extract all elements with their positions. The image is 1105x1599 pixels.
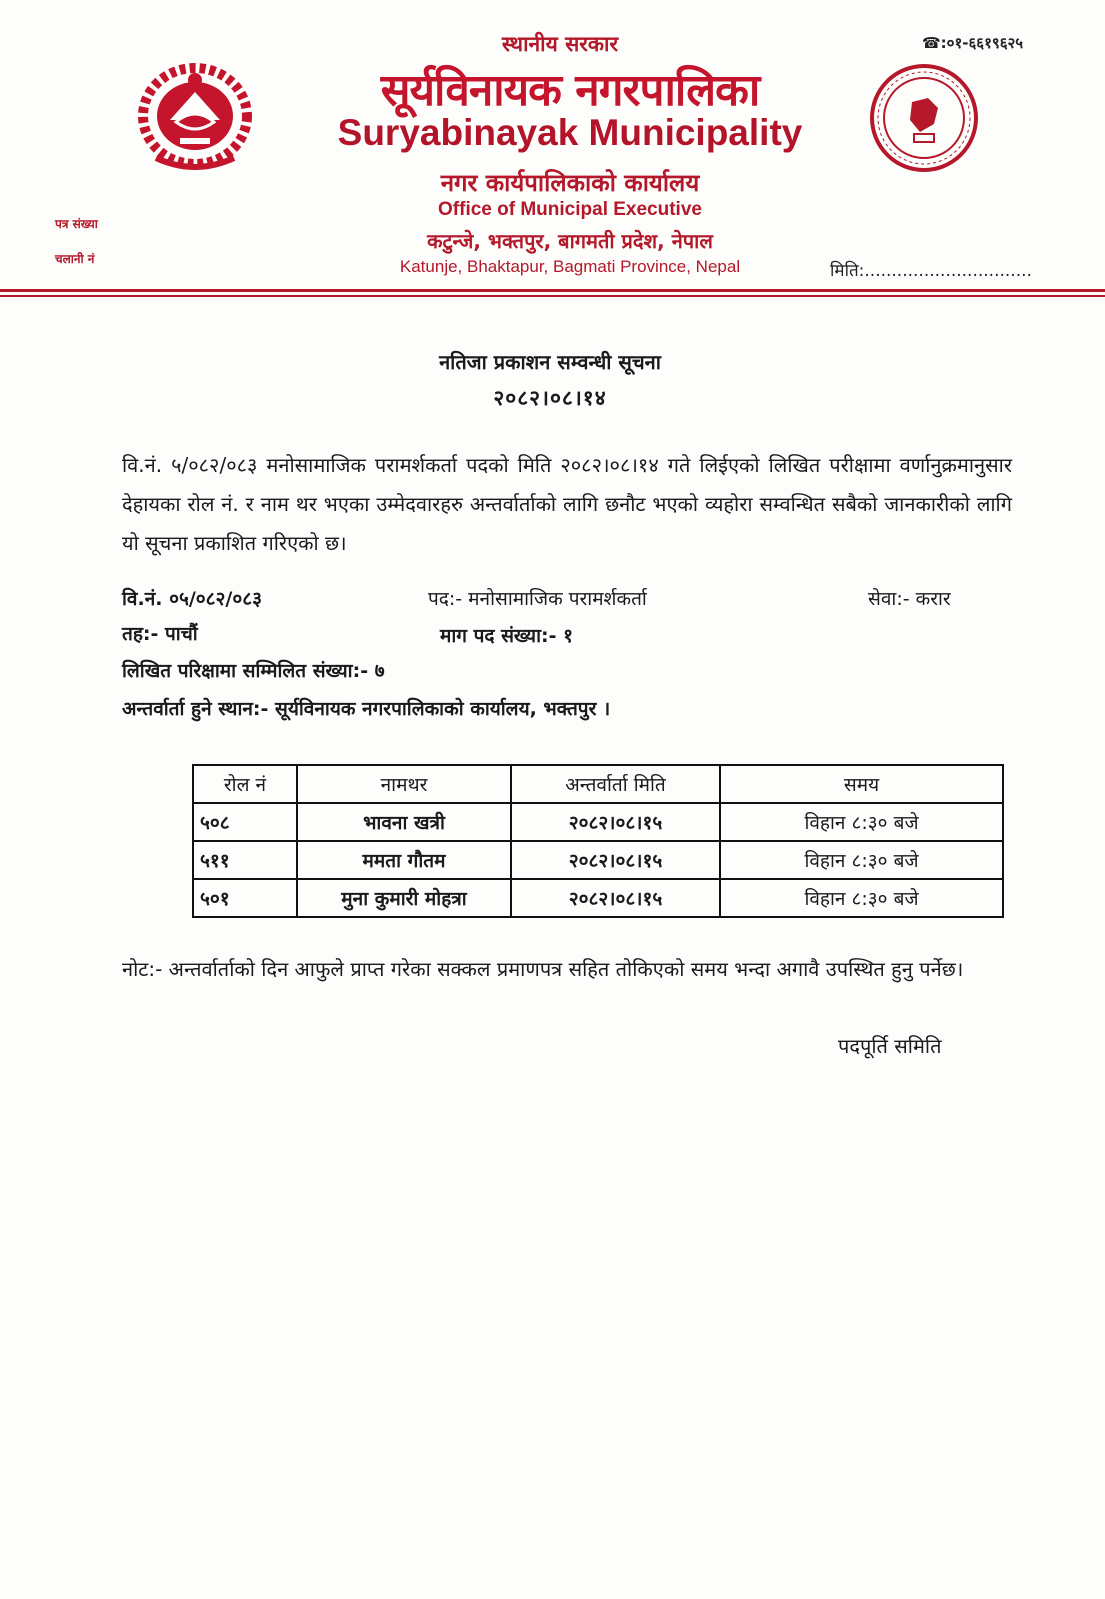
notice-title: नतिजा प्रकाशन सम्वन्धी सूचना xyxy=(439,350,661,374)
interview-time: विहान ८:३० बजे xyxy=(720,841,1003,879)
header-name: नामथर xyxy=(297,765,511,803)
interview-date: २०८२।०८।१५ xyxy=(511,841,720,879)
interview-date: २०८२।०८।१५ xyxy=(511,803,720,841)
address-english: Katunje, Bhaktapur, Bagmati Province, Nepal xyxy=(399,257,741,276)
roll-number: ५११ xyxy=(193,841,297,879)
header-time: समय xyxy=(720,765,1003,803)
dispatch-number-label: चलानी नं xyxy=(55,252,95,266)
header-divider xyxy=(0,289,1105,292)
service-type: सेवा:- करार xyxy=(868,588,951,610)
table-row xyxy=(193,879,1003,917)
roll-number: ५०८ xyxy=(193,803,297,841)
local-government-label: स्थानीय सरकार xyxy=(501,32,619,56)
phone-number: ☎:०१-६६१९६२५ xyxy=(922,34,1024,52)
roll-number: ५०१ xyxy=(193,879,297,917)
notice-paragraph: वि.नं. ५/०८२/०८३ मनोसामाजिक परामर्शकर्ता पदको मिति २०८२।०८।१४ गते लिईएको लिखित परीक्षामा वर्णानुक्रमानुसार देहायका रोल नं. र नाम थर भएका उम्मेदवारहरु अन्तर्वार्ताको लागि छनौट भएको व्यहोरा सम्वन्धित सबैको जानकारीको लागि यो सूचना प्रकाशित गरिएको छ। xyxy=(122,453,1012,555)
candidate-name: मुना कुमारी मोहत्रा xyxy=(297,879,511,917)
header-interview-date: अन्तर्वार्ता मिति xyxy=(511,765,720,803)
interview-time: विहान ८:३० बजे xyxy=(720,803,1003,841)
results-table xyxy=(192,764,1004,918)
note-text: नोट:- अन्तर्वार्ताको दिन आफुले प्राप्त गरेका सक्कल प्रमाणपत्र सहित तोकिएको समय भन्दा अगावै उपस्थित हुनु पर्नेछ। xyxy=(122,957,964,981)
municipality-seal-icon xyxy=(868,62,980,174)
letter-number-label: पत्र संख्या xyxy=(55,217,98,231)
municipality-emblem-icon xyxy=(136,58,254,170)
table-row xyxy=(193,841,1003,879)
participants-count: लिखित परिक्षामा सम्मिलित संख्या:- ७ xyxy=(122,660,385,682)
candidate-name: ममता गौतम xyxy=(297,841,511,879)
table-header-row xyxy=(193,765,1003,803)
interview-time: विहान ८:३० बजे xyxy=(720,879,1003,917)
date-field-label: मिति:............................... xyxy=(830,261,1032,281)
interview-venue: अन्तर्वार्ता हुने स्थान:- सूर्यविनायक नगरपालिकाको कार्यालय, भक्तपुर । xyxy=(122,698,611,720)
advertisement-number: वि.नं. ०५/०८२/०८३ xyxy=(122,588,262,610)
address-nepali: कटुन्जे, भक्तपुर, बागमती प्रदेश, नेपाल xyxy=(427,229,713,253)
municipality-name-english: Suryabinayak Municipality xyxy=(337,112,803,153)
office-name-nepali: नगर कार्यपालिकाको कार्यालय xyxy=(440,169,700,197)
notice-date: २०८२।०८।१४ xyxy=(493,386,607,410)
level: तह:- पाचौं xyxy=(122,623,198,645)
post-name: पद:- मनोसामाजिक परामर्शकर्ता xyxy=(428,588,647,610)
interview-date: २०८२।०८।१५ xyxy=(511,879,720,917)
committee-signature: पदपूर्ति समिति xyxy=(838,1034,942,1058)
header-divider-secondary xyxy=(0,295,1105,297)
header-roll-number: रोल नं xyxy=(193,765,297,803)
municipality-name-nepali: सूर्यविनायक नगरपालिका xyxy=(380,65,760,116)
table-row xyxy=(193,803,1003,841)
candidate-name: भावना खत्री xyxy=(297,803,511,841)
office-name-english: Office of Municipal Executive xyxy=(438,199,702,220)
demand-post-count: माग पद संख्या:- १ xyxy=(440,625,573,647)
